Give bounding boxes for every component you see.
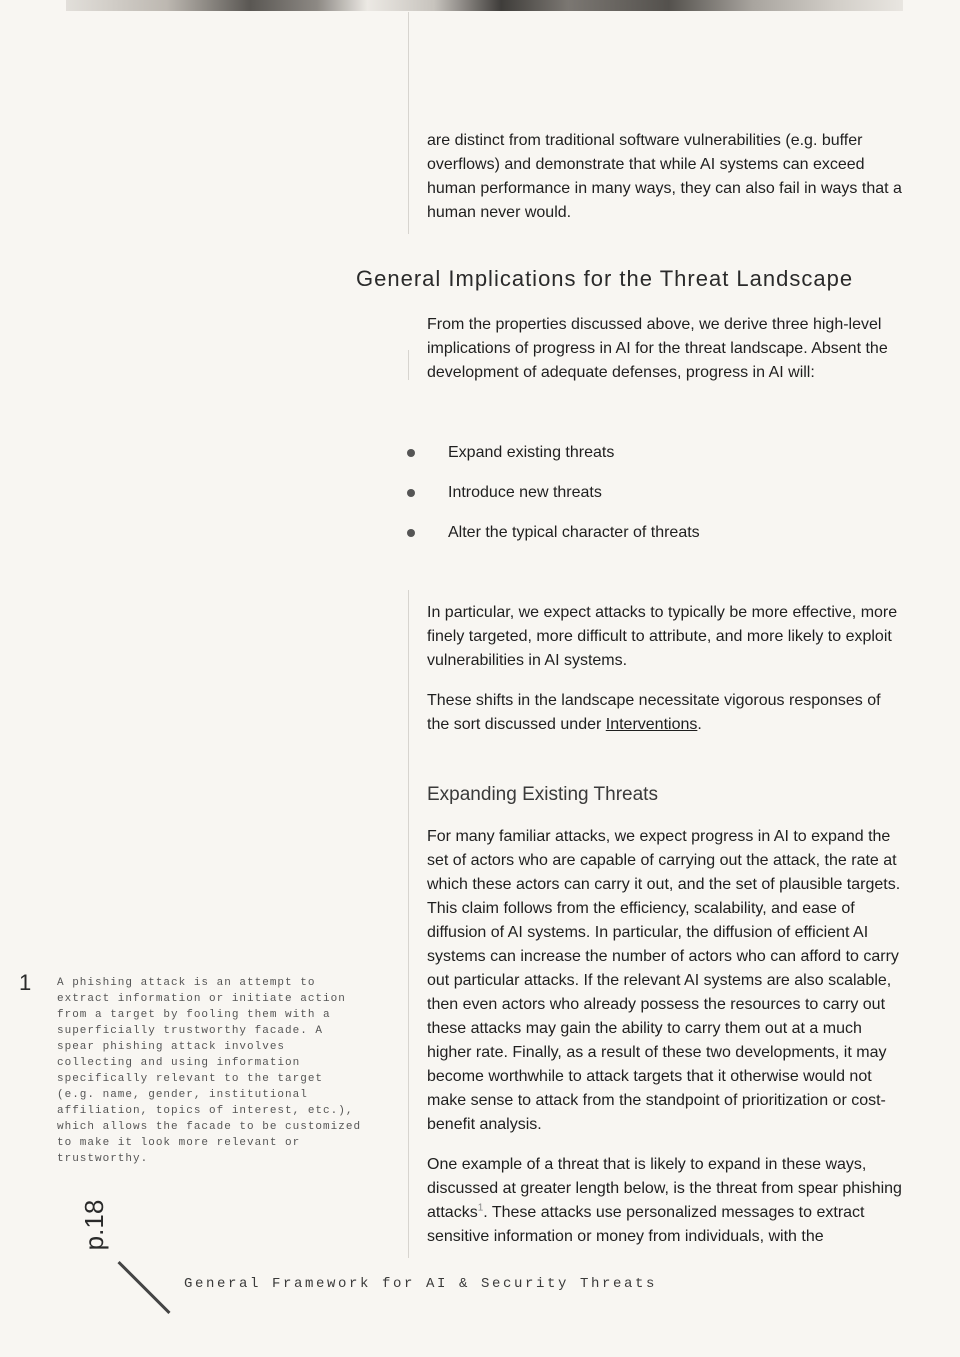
shifts-paragraph <box>427 689 905 737</box>
shifts-text: These shifts in the landscape necessitate vigorous responses of the sort discussed under <box>427 692 881 733</box>
list-item-label: Alter the typical character of threats <box>448 524 700 541</box>
interventions-link[interactable]: Interventions <box>605 716 698 733</box>
expanding-paragraph: For many familiar attacks, we expect progress in AI to expand the set of actors who are capable of carrying out the attack, the rate at which these actors can carry it out, and the set of plausible targets. This claim follows from the efficiency, scalability, and ease of diffusion of AI systems. In particular, the diffusion of efficient AI systems can increase the number of actors who can afford to carry out particular attacks. If the relevant AI systems are also scalable, then even actors who already possess the resources to carry out these attacks may gain the ability to carry them out at a much higher rate. Finally, as a result of these two developments, it may become worthwhile to attack targets that it otherwise would not make sense to attack from the standpoint of prioritization or cost-benefit analysis. <box>427 828 901 1133</box>
column-divider-top <box>408 12 409 234</box>
intro-paragraph: are distinct from traditional software vulnerabilities (e.g. buffer overflows) and demonstrate that while AI systems can exceed human performance in many ways, they can also fail in ways that a human never would. <box>427 132 902 221</box>
footnote-number: 1 <box>19 970 32 995</box>
list-item <box>448 481 602 505</box>
diagonal-slash-decoration <box>117 1261 170 1314</box>
example-text: One example of a threat that is likely to expand in these ways, discussed at greater length below, is the threat from spear phishing attacks <box>427 1156 902 1221</box>
example-paragraph <box>427 1153 905 1249</box>
list-item <box>448 521 700 545</box>
bullet-dot-icon <box>407 489 415 497</box>
shifts-period: . <box>697 716 702 733</box>
list-item <box>448 441 614 465</box>
column-divider-mid <box>408 350 409 380</box>
footnote-ref[interactable]: 1 <box>477 1202 484 1214</box>
section-heading: General Implications for the Threat Landscape <box>356 266 854 291</box>
column-divider-bottom <box>408 590 409 1258</box>
footnote-text: A phishing attack is an attempt to extract information or initiate action from a target by fooling them with a superficially trustworthy facade. A spear phishing attack involves collecting and using information specifically relevant to the target (e.g. name, gender, institutional affiliation, topics of interest, etc.), which allows the facade to be customized to make it look more relevant or trustworthy. <box>57 977 362 1165</box>
bullet-dot-icon <box>407 529 415 537</box>
header-image-strip <box>66 0 903 11</box>
particular-paragraph: In particular, we expect attacks to typically be more effective, more finely targeted, more difficult to attribute, and more likely to exploit vulnerabilities in AI systems. <box>427 604 898 669</box>
subsection-heading: Expanding Existing Threats <box>427 784 658 805</box>
list-item-label: Introduce new threats <box>448 484 602 501</box>
list-item-label: Expand existing threats <box>448 444 615 461</box>
example-text-cont: . These attacks use personalized messages to extract sensitive information or money from individuals, with the <box>427 1204 865 1245</box>
page-number: p.18 <box>79 1199 109 1251</box>
footer-title: General Framework for AI & Security Threats <box>184 1276 658 1292</box>
bullet-dot-icon <box>407 449 415 457</box>
section-paragraph: From the properties discussed above, we derive three high-level implications of progress in AI for the threat landscape. Absent the development of adequate defenses, progress in AI will: <box>427 316 888 381</box>
